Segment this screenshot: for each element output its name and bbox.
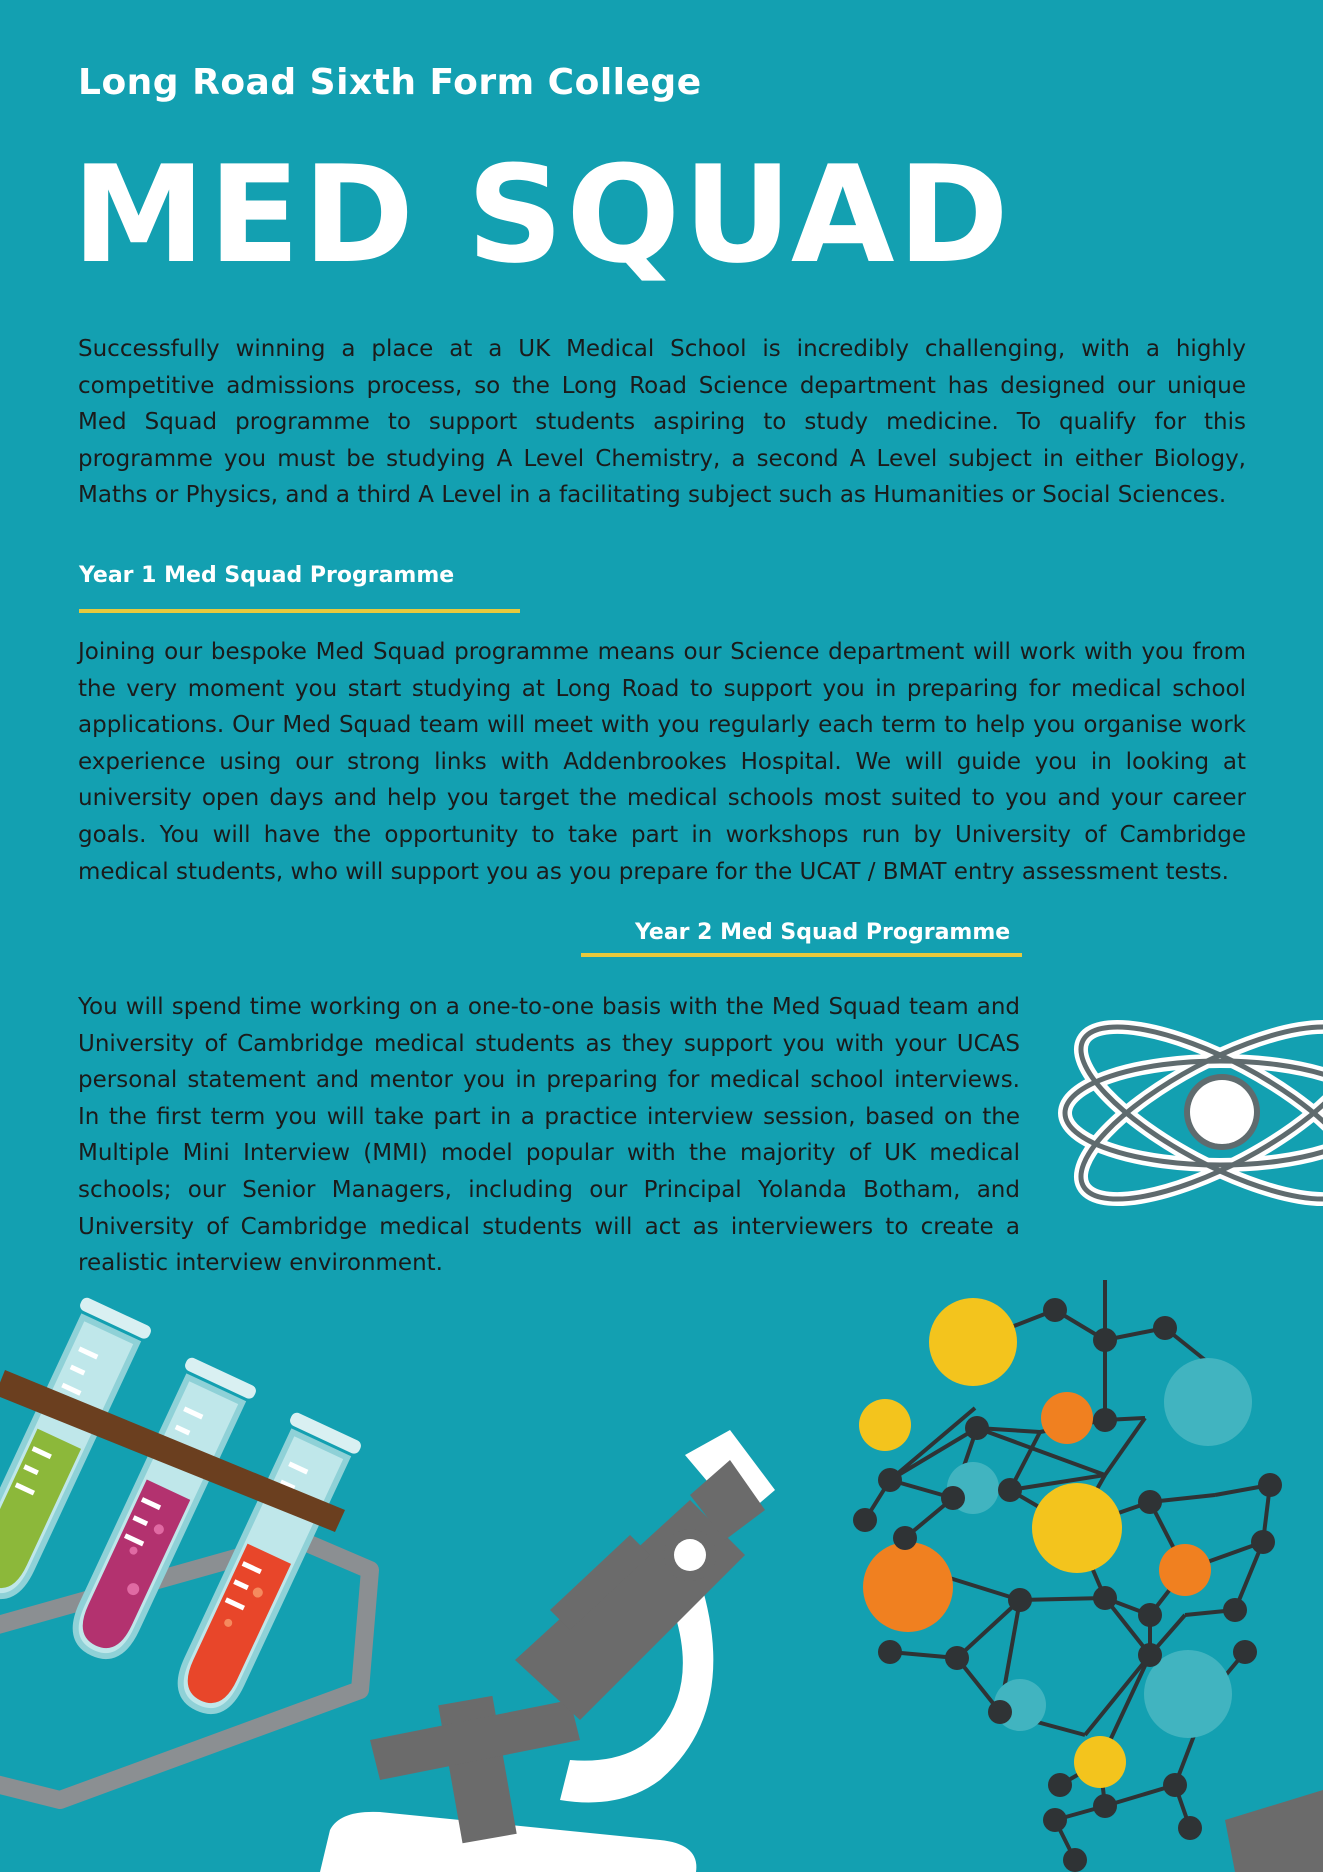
year1-heading-rule	[79, 609, 520, 613]
atom-icon	[1030, 930, 1323, 1290]
year2-heading-rule	[581, 953, 1022, 957]
year2-heading: Year 2 Med Squad Programme	[635, 920, 1011, 945]
year1-heading: Year 1 Med Squad Programme	[79, 563, 455, 588]
college-name: Long Road Sixth Form College	[78, 62, 702, 103]
year2-paragraph: You will spend time working on a one-to-one basis with the Med Squad team and University of Cambridge medical students as they support you with your UCAS personal statement and mentor you in preparing for medical school interviews. In the first term you will take part in a practice interview session, based on the Multiple Mini Interview (MMI) model popular with the majority of UK medical schools; our Senior Managers, including our Principal Yolanda Botham, and University of Cambridge medical students will act as interviewers to create a realistic interview environment.	[78, 994, 1020, 1277]
page-title: MED SQUAD	[72, 137, 1012, 293]
microscope-icon	[300, 1440, 780, 1872]
molecule-network-icon	[805, 1280, 1323, 1872]
year1-paragraph: Joining our bespoke Med Squad programme means our Science department will work with you from the very moment you start studying at Long Road to support you in preparing for medical school applications. Our Med Squad team will meet with you regularly each term to help you organise work experience using our strong links with Addenbrookes Hospital. We will guide you in looking at university open days and help you target the medical schools most suited to you and your career goals. You will have the opportunity to take part in workshops run by University of Cambridge medical students, who will support you as you prepare for the UCAT / BMAT entry assessment tests.	[78, 639, 1246, 885]
intro-paragraph: Successfully winning a place at a UK Medical School is incredibly challenging, with a highly competitive admissions process, so the Long Road Science department has designed our unique Med Squad programme to support students aspiring to study medicine. To qualify for this programme you must be studying A Level Chemistry, a second A Level subject in either Biology, Maths or Physics, and a third A Level in a facilitating subject such as Humanities or Social Sciences.	[78, 336, 1246, 509]
